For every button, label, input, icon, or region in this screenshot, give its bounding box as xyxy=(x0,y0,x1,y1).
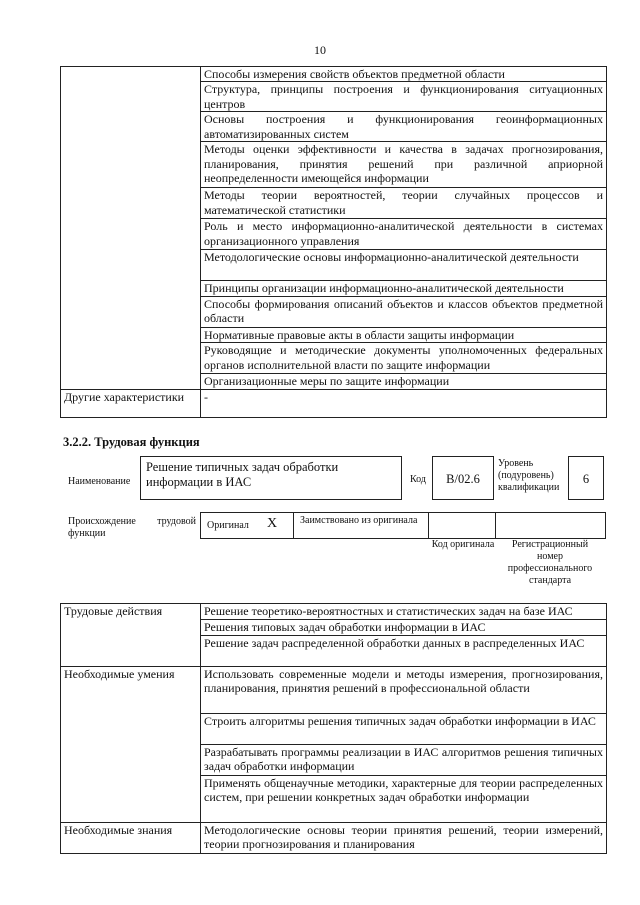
knowledge-item: Способы формирования описаний объектов и классов объектов предметной области xyxy=(201,296,607,327)
knowledge-continuation-table xyxy=(60,66,607,418)
knowledge-item: Методологические основы информационно-аналитической деятельности xyxy=(201,250,607,281)
original-label: Оригинал xyxy=(207,520,249,531)
knowledge-item: Организационные меры по защите информации xyxy=(201,374,607,390)
knowledge-item: Руководящие и методические документы уполномоченных федеральных органов исполнительной власти по защите информации xyxy=(201,343,607,374)
knowledge-item: Способы измерения свойств объектов предметной области xyxy=(201,67,607,82)
required-skills-label: Необходимые умения xyxy=(61,667,201,823)
page-number: 10 xyxy=(314,43,326,57)
knowledge-item: Основы построения и функционирования геоинформационных автоматизированных систем xyxy=(201,112,607,142)
function-code-box: B/02.6 xyxy=(432,456,494,500)
knowledge-item: Структура, принципы построения и функционирования ситуационных центров xyxy=(201,82,607,112)
registration-number-caption: Регистрационный номер профессионального стандарта xyxy=(507,539,593,586)
labor-action-item: Решение теоретико-вероятностных и статистических задач на базе ИАС xyxy=(201,604,607,620)
labor-action-item: Решение задач распределенной обработки данных в распределенных ИАС xyxy=(201,636,607,667)
knowledge-item: Методологические основы теории принятия решений, теории измерений, теории прогнозирования и планирования xyxy=(201,823,607,854)
qualification-level-box: 6 xyxy=(568,456,604,500)
empty-label-cell xyxy=(61,67,201,390)
skill-item: Строить алгоритмы решения типичных задач обработки информации в ИАС xyxy=(201,714,607,745)
knowledge-item: Методы оценки эффективности и качества в задачах прогнозирования, планирования, принятия решений при различной априорной неопределенности имеющейся информации xyxy=(201,142,607,188)
origin-label: Происхождение трудовой функции xyxy=(68,516,196,539)
other-characteristics-label: Другие характеристики xyxy=(61,390,201,418)
knowledge-item: Роль и место информационно-аналитической деятельности в системах организационного управления xyxy=(201,219,607,250)
knowledge-item: Методы теории вероятностей, теории случайных процессов и математической статистики xyxy=(201,188,607,219)
qualification-level-label: Уровень (подуровень) квалификации xyxy=(498,458,560,493)
skill-item: Использовать современные модели и методы измерения, прогнозирования, планирования, принятия решений в профессиональной области xyxy=(201,667,607,714)
function-name-box: Решение типичных задач обработки информации в ИАС xyxy=(140,456,402,500)
labor-function-table xyxy=(60,603,607,854)
knowledge-item: Принципы организации информационно-аналитической деятельности xyxy=(201,281,607,296)
labor-action-item: Решения типовых задач обработки информации в ИАС xyxy=(201,620,607,636)
knowledge-item: Нормативные правовые акты в области защиты информации xyxy=(201,327,607,342)
labor-actions-label: Трудовые действия xyxy=(61,604,201,667)
skill-item: Применять общенаучные методики, характерные для теории распределенных систем, при решении конкретных задач обработки информации xyxy=(201,776,607,823)
borrowed-label: Заимствовано из оригинала xyxy=(300,515,418,526)
original-code-cell xyxy=(428,512,496,539)
original-cell xyxy=(200,512,294,539)
name-label: Наименование xyxy=(68,476,131,487)
registration-number-cell xyxy=(495,512,606,539)
borrowed-cell xyxy=(293,512,429,539)
code-label: Код xyxy=(410,474,426,485)
original-code-caption: Код оригинала xyxy=(431,539,495,550)
skill-item: Разрабатывать программы реализации в ИАС алгоритмов решения типичных задач обработки информации xyxy=(201,745,607,776)
other-characteristics-value: - xyxy=(201,390,607,418)
required-knowledge-label: Необходимые знания xyxy=(61,823,201,854)
section-title: 3.2.2. Трудовая функция xyxy=(63,435,200,449)
original-mark: X xyxy=(267,516,278,531)
